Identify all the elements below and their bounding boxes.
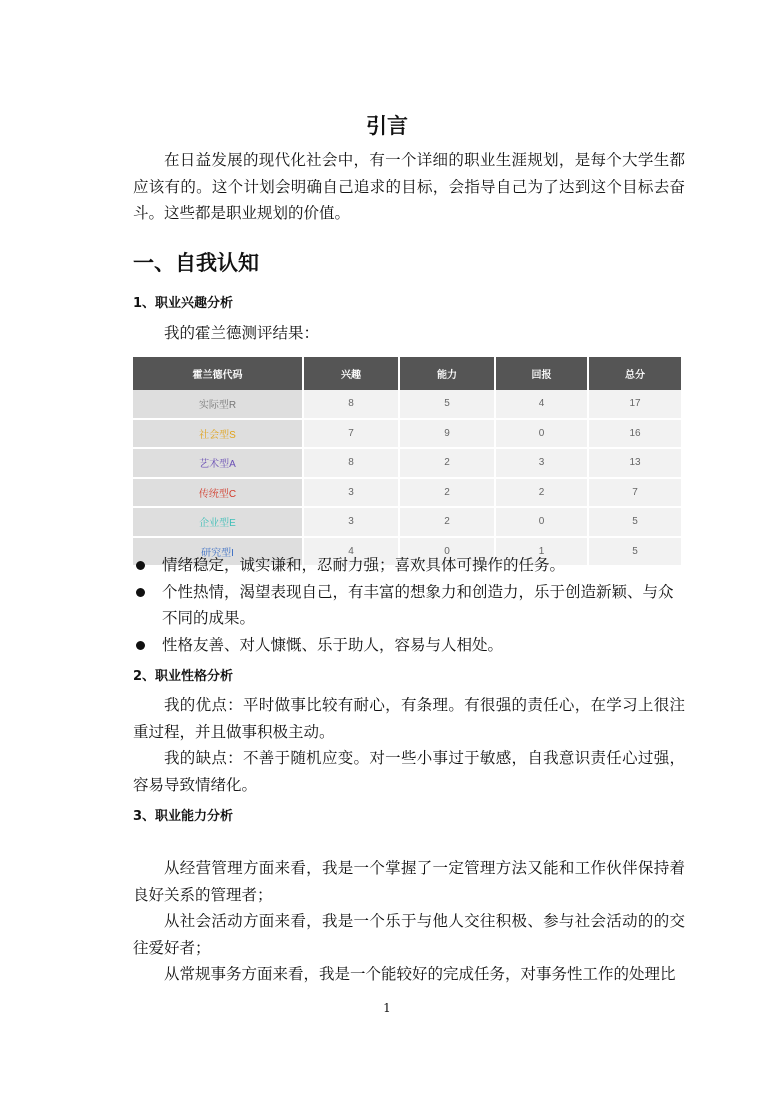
table-header-row (133, 357, 681, 390)
bullet-icon (136, 641, 145, 650)
bullet-icon (136, 561, 145, 570)
table-cell: 17 (588, 390, 681, 419)
table-cell: 7 (588, 478, 681, 508)
table-cell: 4 (495, 390, 588, 419)
table-cell: 5 (399, 390, 495, 419)
subsection-heading-interest: 1、职业兴趣分析 (133, 296, 234, 311)
table-header-cell: 总分 (588, 357, 681, 390)
holland-table (133, 357, 681, 567)
table-cell: 0 (495, 419, 588, 449)
holland-code-cell: 社会型S (133, 419, 303, 449)
bullet-icon (136, 588, 145, 597)
table-cell: 3 (303, 478, 399, 508)
table-header-cell: 兴趣 (303, 357, 399, 390)
ability-paragraph-3: 从常规事务方面来看，我是一个能较好的完成任务，对事务性工作的处理比 (164, 965, 676, 983)
list-item (133, 552, 685, 579)
table-cell: 5 (588, 537, 681, 567)
intro-paragraph: 在日益发展的现代化社会中，有一个详细的职业生涯规划，是每个大学生都应该有的。这个计划会明确自己追求的目标，会指导自己为了达到这个目标去奋斗。这些都是职业规划的价值。 (133, 151, 685, 222)
table-cell: 16 (588, 419, 681, 449)
table-cell: 2 (399, 478, 495, 508)
table-cell: 0 (495, 507, 588, 537)
table-cell: 2 (495, 478, 588, 508)
list-item-text: 性格友善、对人慷慨、乐于助人，容易与人相处。 (162, 635, 504, 654)
subsection-heading-personality: 2、职业性格分析 (133, 669, 234, 684)
table-cell: 4 (303, 537, 399, 567)
table-header-cell: 霍兰德代码 (133, 357, 303, 390)
table-cell: 2 (399, 448, 495, 478)
trait-list (133, 552, 685, 658)
table-cell: 3 (303, 507, 399, 537)
table-row (133, 390, 681, 419)
pros-paragraph: 我的优点：平时做事比较有耐心，有条理。有很强的责任心，在学习上很注重过程，并且做事积极主动。 (133, 696, 685, 741)
table-cell: 3 (495, 448, 588, 478)
page-number: 1 (383, 1001, 391, 1015)
table-cell: 2 (399, 507, 495, 537)
table-row (133, 507, 681, 537)
table-cell: 9 (399, 419, 495, 449)
holland-lead: 我的霍兰德测评结果： (164, 324, 320, 342)
list-item-text: 个性热情，渴望表现自己，有丰富的想象力和创造力，乐于创造新颖、与众不同的成果。 (162, 582, 674, 627)
table-row (133, 448, 681, 478)
list-item (133, 632, 685, 659)
ability-paragraph-1: 从经营管理方面来看，我是一个掌握了一定管理方法又能和工作伙伴保持着良好关系的管理者； (133, 859, 685, 904)
holland-code-cell: 研究型I (133, 537, 303, 567)
ability-paragraph-2: 从社会活动方面来看，我是一个乐于与他人交往积极、参与社会活动的的交往爱好者； (133, 912, 685, 957)
table-cell: 0 (399, 537, 495, 567)
table-header-cell: 能力 (399, 357, 495, 390)
holland-code-cell: 传统型C (133, 478, 303, 508)
table-header-cell: 回报 (495, 357, 588, 390)
table-cell: 8 (303, 390, 399, 419)
table-cell: 1 (495, 537, 588, 567)
list-item (133, 579, 685, 632)
subsection-heading-ability: 3、职业能力分析 (133, 809, 234, 824)
table-cell: 5 (588, 507, 681, 537)
list-item-text: 情绪稳定，诚实谦和，忍耐力强；喜欢具体可操作的任务。 (162, 556, 566, 574)
table-cell: 7 (303, 419, 399, 449)
section-heading: 一、自我认知 (133, 251, 259, 275)
table-row (133, 478, 681, 508)
table-cell: 13 (588, 448, 681, 478)
cons-paragraph: 我的缺点：不善于随机应变。对一些小事过于敏感，自我意识责任心过强，容易导致情绪化。 (133, 749, 685, 794)
holland-code-cell: 企业型E (133, 507, 303, 537)
holland-code-cell: 实际型R (133, 390, 303, 419)
table-cell: 8 (303, 448, 399, 478)
table-row (133, 419, 681, 449)
page-title: 引言 (366, 114, 408, 138)
holland-code-cell: 艺术型A (133, 448, 303, 478)
